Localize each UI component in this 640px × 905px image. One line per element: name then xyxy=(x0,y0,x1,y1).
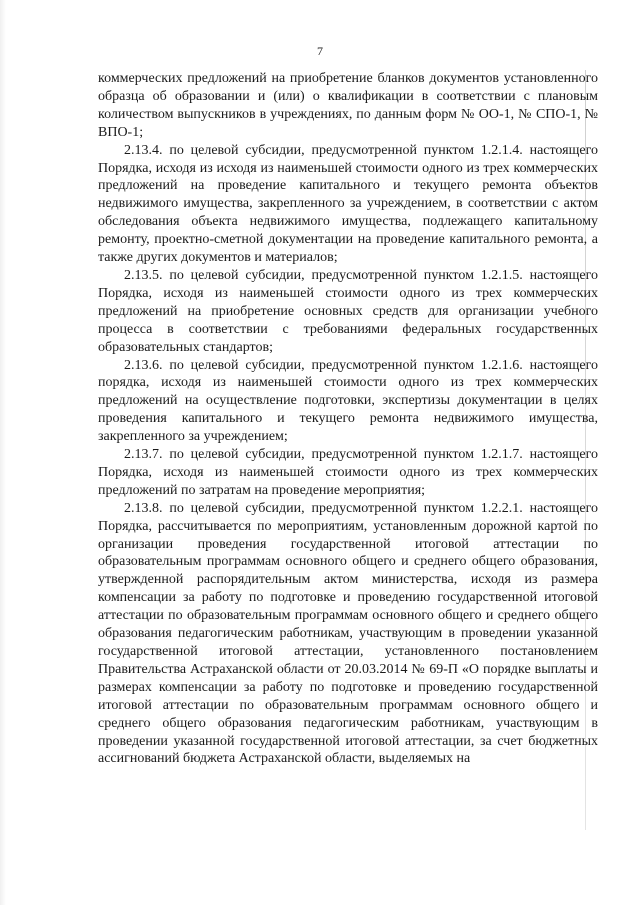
paragraph-2-13-6: 2.13.6. по целевой субсидии, предусмотренной пунктом 1.2.1.6. настоящего порядка, исходя из наименьшей стоимости одного из трех коммерческих предложений на осуществление подготовки, экспертизы документации в целях проведения капитального и текущего ремонта недвижимого имущества, закрепленного за учреждением; xyxy=(98,357,598,445)
paragraph-2-13-5: 2.13.5. по целевой субсидии, предусмотренной пунктом 1.2.1.5. настоящего Порядка, исходя из наименьшей стоимости одного из трех коммерческих предложений на приобретение основных средств для организации учебного процесса в соответствии с требованиями федеральных государственных образовательных стандартов; xyxy=(98,267,598,355)
paragraph-continuation: коммерческих предложений на приобретение бланков документов установленного образца об образовании и (или) о квалификации в соответствии с плановым количеством выпускников в учреждениях, по данным форм № ОО-1, № СПО-1, № ВПО-1; xyxy=(98,71,598,140)
scan-edge-shadow xyxy=(0,0,6,905)
paragraph-2-13-8: 2.13.8. по целевой субсидии, предусмотренной пунктом 1.2.2.1. настоящего Порядка, рассчитывается по мероприятиям, установленным дорожной картой по организации проведения государственной итоговой аттестации по образовательным программам основного общего и среднего общего образования, утвержденной распорядительным актом министерства, исходя из размера компенсации за работу по подготовке и проведению государственной итоговой аттестации по образовательным программам основного общего и среднего общего образования педагогическим работникам, участвующим в проведении указанной государственной итоговой аттестации, установленного постановлением Правительства Астраханской области от 20.03.2014 № 69-П «О порядке выплаты и размерах компенсации за работу по подготовке и проведению государственной итоговой аттестации по образовательным программам основного общего и среднего общего образования педагогическим работникам, участвующим в проведении указанной государственной итоговой аттестации, за счет бюджетных ассигнований бюджета Астраханской области, выделяемых на xyxy=(98,500,598,767)
paragraph-2-13-4: 2.13.4. по целевой субсидии, предусмотренной пунктом 1.2.1.4. настоящего Порядка, исходя из исходя из наименьшей стоимости одного из трех коммерческих предложений на проведение капитального и текущего ремонта объектов недвижимого имущества, закрепленного за учреждением, в соответствии с актом обследования объекта недвижимого имущества, подлежащего капитальному ремонту, проектно-сметной документации на проведение капитального ремонта, а также других документов и материалов; xyxy=(98,142,598,266)
page-number: 7 xyxy=(317,44,323,58)
paragraph-2-13-7: 2.13.7. по целевой субсидии, предусмотренной пунктом 1.2.1.7. настоящего Порядка, исходя из наименьшей стоимости одного из трех коммерческих предложений по затратам на проведение мероприятия; xyxy=(98,447,598,498)
document-body xyxy=(98,70,598,768)
